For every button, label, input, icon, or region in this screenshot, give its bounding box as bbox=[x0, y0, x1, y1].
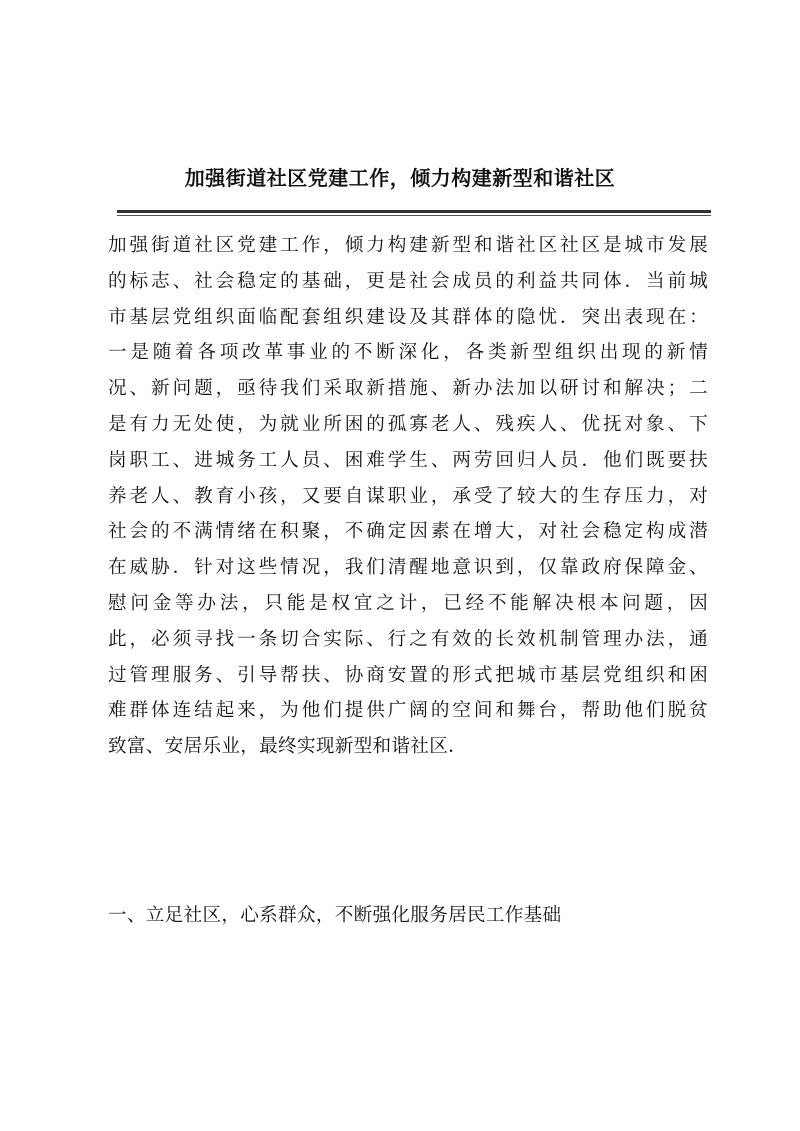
text-line: 是有力无处使，为就业所困的孤寡老人、残疾人、优抚对象、下 bbox=[108, 413, 708, 435]
text-line: 况、新问题，亟待我们采取新措施、新办法加以研讨和解决；二 bbox=[108, 378, 708, 400]
title-rule bbox=[117, 210, 711, 213]
text-line: 加强街道社区党建工作，倾力构建新型和谐社区社区是城市发展 bbox=[108, 235, 708, 256]
text-line: 致富、安居乐业，最终实现新型和谐社区． bbox=[108, 736, 467, 758]
text-line: 在威胁．针对这些情况，我们清醒地意识到，仅靠政府保障金、 bbox=[108, 557, 708, 579]
text-line: 一是随着各项改革事业的不断深化，各类新型组织出现的新情 bbox=[108, 342, 708, 364]
text-line: 市基层党组织面临配套组织建设及其群体的隐忧．突出表现在： bbox=[108, 306, 708, 328]
text-line: 养老人、教育小孩，又要自谋职业，承受了较大的生存压力，对 bbox=[108, 485, 708, 507]
text-line: 岗职工、进城务工人员、困难学生、两劳回归人员．他们既要扶 bbox=[108, 449, 708, 471]
text-line: 慰问金等办法，只能是权宜之计，已经不能解决根本问题，因 bbox=[108, 592, 708, 614]
body-paragraph bbox=[108, 228, 708, 765]
title-rule-thin bbox=[117, 215, 711, 216]
text-line: 过管理服务、引导帮扶、协商安置的形式把城市基层党组织和困 bbox=[108, 664, 708, 686]
text-line: 难群体连结起来，为他们提供广阔的空间和舞台，帮助他们脱贫 bbox=[108, 700, 708, 722]
document-title: 加强街道社区党建工作，倾力构建新型和谐社区 bbox=[184, 166, 616, 190]
text-line: 的标志、社会稳定的基础，更是社会成员的利益共同体．当前城 bbox=[108, 270, 708, 292]
text-line: 此，必须寻找一条切合实际、行之有效的长效机制管理办法，通 bbox=[108, 628, 708, 650]
section-heading: 一、立足社区，心系群众，不断强化服务居民工作基础 bbox=[108, 905, 562, 926]
text-line: 社会的不满情绪在积聚，不确定因素在增大，对社会稳定构成潜 bbox=[108, 521, 708, 543]
